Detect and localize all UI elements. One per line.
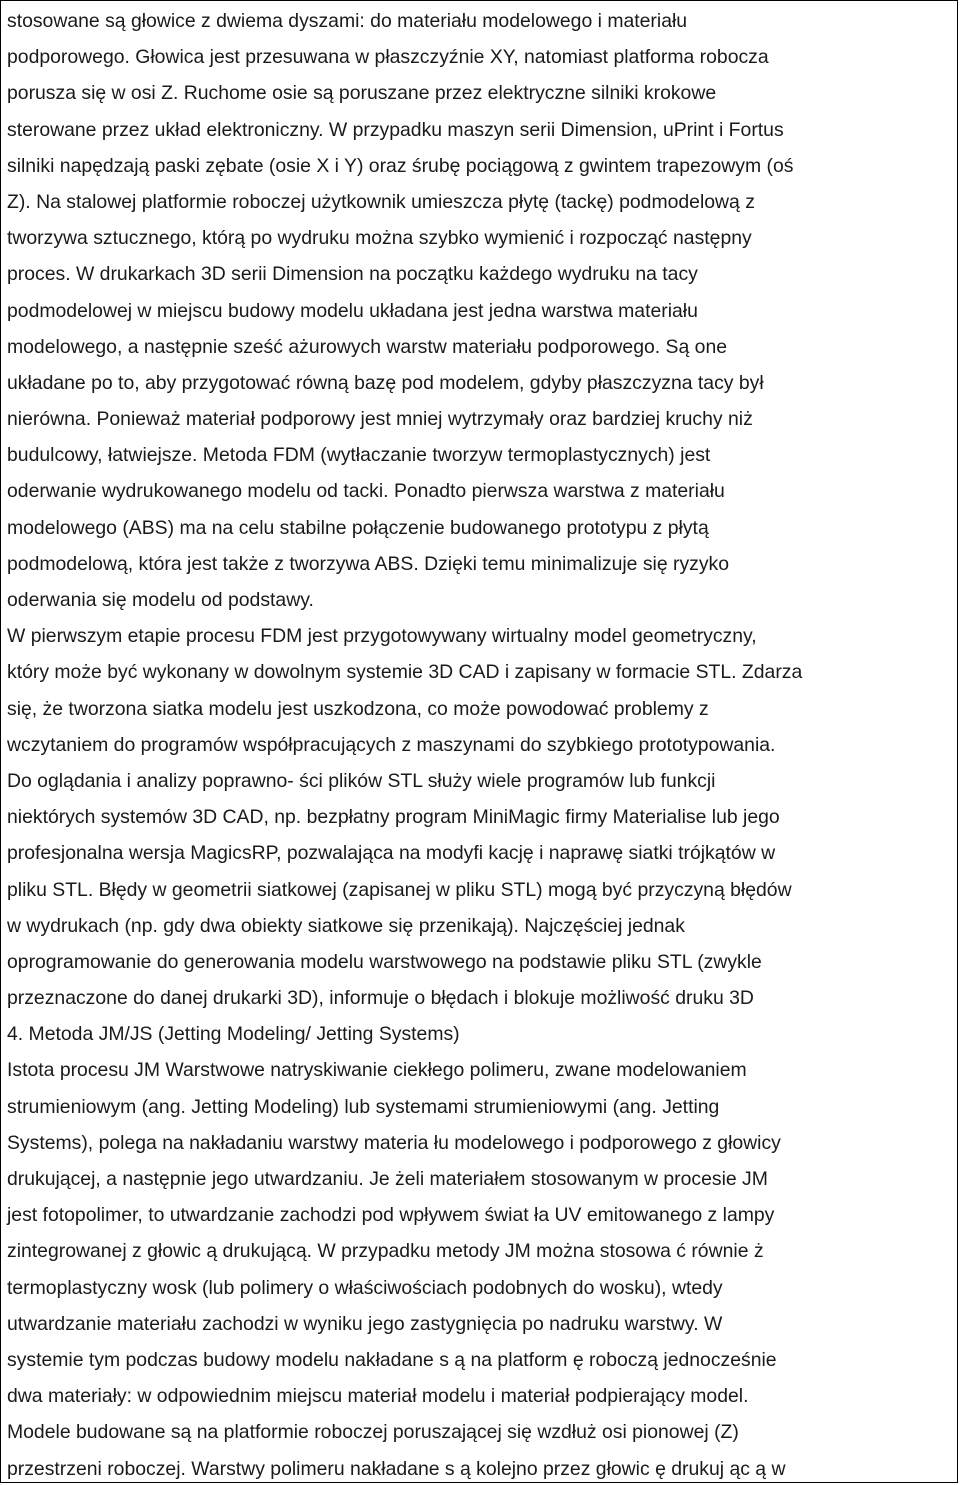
- text-line: utwardzanie materiału zachodzi w wyniku jego zastygnięcia po nadruku warstwy. W: [7, 1312, 723, 1335]
- text-line: nierówna. Ponieważ materiał podporowy jest mniej wytrzymały oraz bardziej kruchy niż: [7, 408, 753, 431]
- text-line: termoplastyczny wosk (lub polimery o właściwościach podobnych do wosku), wtedy: [7, 1276, 723, 1299]
- text-line: profesjonalna wersja MagicsRP, pozwalająca na modyfi kację i naprawę siatki trójkątów w: [7, 842, 776, 865]
- text-line: 4. Metoda JM/JS (Jetting Modeling/ Jetting Systems): [7, 1023, 460, 1046]
- text-line: tworzywa sztucznego, którą po wydruku można szybko wymienić i rozpocząć następny: [7, 227, 752, 250]
- text-line: niektórych systemów 3D CAD, np. bezpłatny program MiniMagic firmy Materialise lub jego: [7, 806, 780, 829]
- text-line: Do oglądania i analizy poprawno- ści plików STL służy wiele programów lub funkcji: [7, 769, 716, 792]
- text-line: sterowane przez układ elektroniczny. W przypadku maszyn serii Dimension, uPrint i Fortus: [7, 118, 784, 141]
- text-line: który może być wykonany w dowolnym systemie 3D CAD i zapisany w formacie STL. Zdarza: [7, 661, 803, 684]
- text-line: silniki napędzają paski zębate (osie X i Y) oraz śrubę pociągową z gwintem trapezowym (oś: [7, 154, 794, 177]
- text-line: systemie tym podczas budowy modelu nakładane s ą na platform ę roboczą jednocześnie: [7, 1348, 777, 1371]
- text-line: modelowego, a następnie sześć ażurowych warstw materiału podporowego. Są one: [7, 335, 728, 358]
- text-line: przeznaczone do danej drukarki 3D), informuje o błędach i blokuje możliwość druku 3D: [7, 987, 754, 1010]
- text-line: w wydrukach (np. gdy dwa obiekty siatkowe się przenikają). Najczęściej jednak: [7, 914, 685, 937]
- text-line: stosowane są głowice z dwiema dyszami: do materiału modelowego i materiału: [7, 10, 688, 32]
- text-line: proces. W drukarkach 3D serii Dimension na początku każdego wydruku na tacy: [7, 263, 698, 286]
- text-line: W pierwszym etapie procesu FDM jest przygotowywany wirtualny model geometryczny,: [7, 625, 757, 648]
- text-line: drukującej, a następnie jego utwardzaniu. Je żeli materiałem stosowanym w procesie JM: [7, 1168, 768, 1190]
- text-line: przestrzeni roboczej. Warstwy polimeru nakładane s ą kolejno przez głowic ę drukuj ąc ą w: [7, 1457, 786, 1480]
- text-line: układane po to, aby przygotować równą bazę pod modelem, gdyby płaszczyzna tacy był: [7, 371, 764, 394]
- text-line: Z). Na stalowej platformie roboczej użytkownik umieszcza płytę (tackę) podmodelową z: [7, 190, 755, 213]
- text-line: podmodelowej w miejscu budowy modelu układana jest jedna warstwa materiału: [7, 299, 698, 322]
- text-line: oprogramowanie do generowania modelu warstwowego na podstawie pliku STL (zwykle: [7, 950, 762, 973]
- text-line: jest fotopolimer, to utwardzanie zachodzi pod wpływem świat ła UV emitowanego z lampy: [7, 1204, 775, 1227]
- text-line: zintegrowanej z głowic ą drukującą. W przypadku metody JM można stosowa ć równie ż: [7, 1240, 764, 1263]
- text-line: podmodelową, która jest także z tworzywa ABS. Dzięki temu minimalizuje się ryzyko: [7, 552, 730, 575]
- text-line: się, że tworzona siatka modelu jest uszkodzona, co może powodować problemy z: [7, 697, 709, 720]
- text-line: Systems), polega na nakładaniu warstwy materia łu modelowego i podporowego z głowicy: [7, 1131, 781, 1154]
- text-line: oderwanie wydrukowanego modelu od tacki. Ponadto pierwsza warstwa z materiału: [7, 480, 725, 503]
- text-line: budulcowy, łatwiejsze. Metoda FDM (wytłaczanie tworzyw termoplastycznych) jest: [7, 444, 711, 467]
- text-line: dwa materiały: w odpowiednim miejscu materiał modelu i materiał podpierający model.: [7, 1385, 749, 1408]
- text-line: modelowego (ABS) ma na celu stabilne połączenie budowanego prototypu z płytą: [7, 516, 709, 539]
- text-line: Modele budowane są na platformie roboczej poruszającej się wzdłuż osi pionowej (Z): [7, 1421, 739, 1444]
- text-line: podporowego. Głowica jest przesuwana w płaszczyźnie XY, natomiast platforma robocza: [7, 46, 769, 69]
- text-line: oderwania się modelu od podstawy.: [7, 589, 314, 611]
- text-line: Istota procesu JM Warstwowe natryskiwanie ciekłego polimeru, zwane modelowaniem: [7, 1059, 747, 1082]
- text-line: porusza się w osi Z. Ruchome osie są poruszane przez elektryczne silniki krokowe: [7, 82, 717, 105]
- text-line: pliku STL. Błędy w geometrii siatkowej (zapisanej w pliku STL) mogą być przyczyną błędów: [7, 878, 792, 901]
- text-line: strumieniowym (ang. Jetting Modeling) lub systemami strumieniowymi (ang. Jetting: [7, 1095, 720, 1118]
- text-line: wczytaniem do programów współpracujących z maszynami do szybkiego prototypowania.: [7, 733, 776, 756]
- body-text: [7, 3, 955, 1483]
